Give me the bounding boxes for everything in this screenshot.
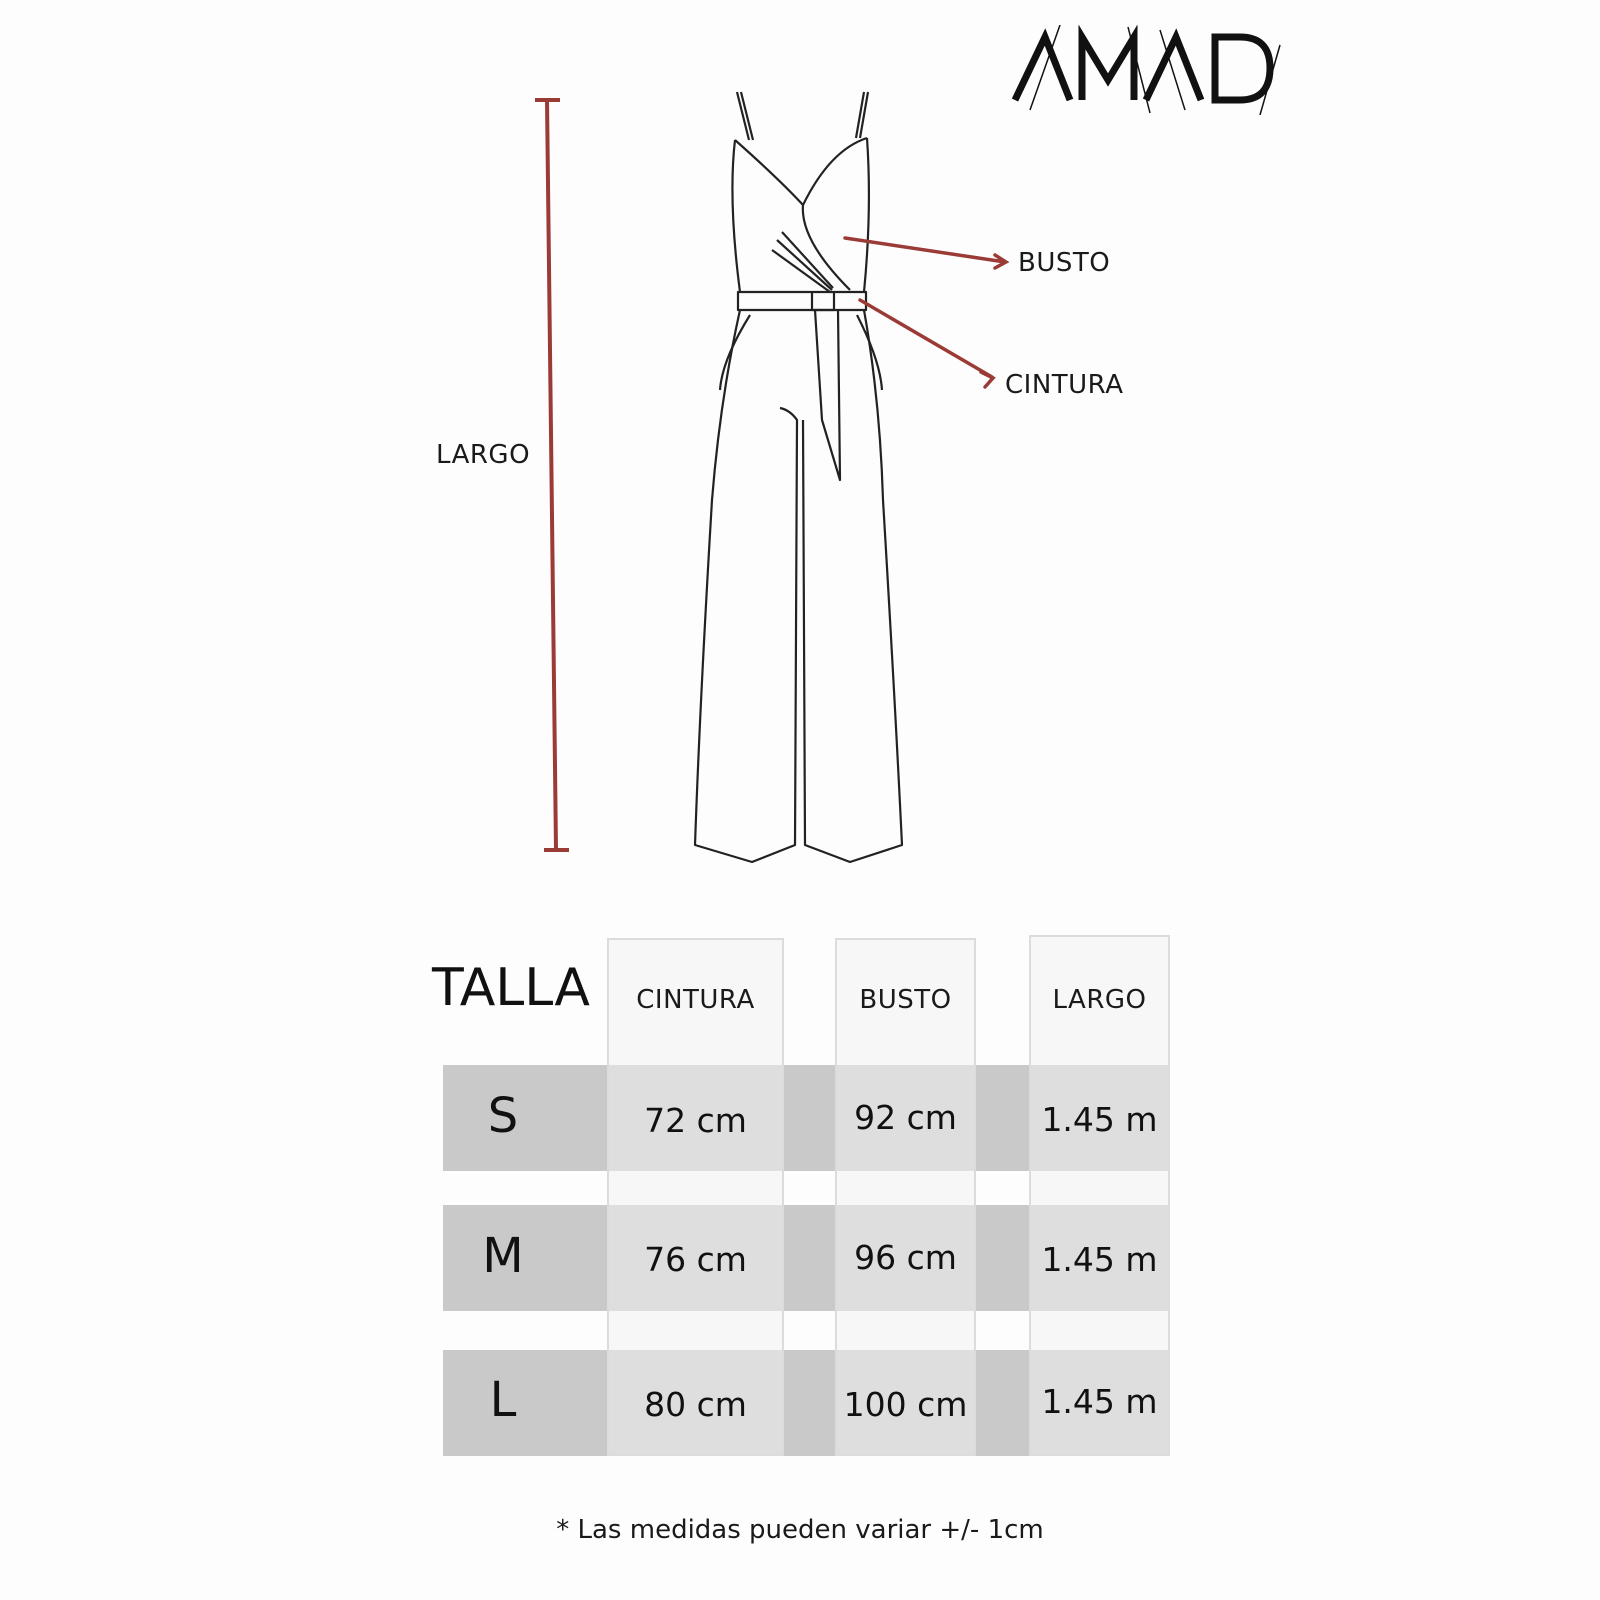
busto-m: 96 cm — [854, 1238, 957, 1277]
largo-label: LARGO — [436, 440, 531, 470]
largo-l: 1.45 m — [1041, 1382, 1158, 1421]
header-largo: LARGO — [1052, 985, 1147, 1015]
cintura-s: 72 cm — [644, 1101, 747, 1140]
header-busto: BUSTO — [859, 985, 952, 1015]
cintura-l: 80 cm — [644, 1385, 747, 1424]
busto-label: BUSTO — [1018, 248, 1111, 278]
size-s: S — [487, 1088, 519, 1144]
largo-m: 1.45 m — [1041, 1240, 1158, 1279]
busto-l: 100 cm — [843, 1385, 968, 1424]
largo-measure-line — [535, 100, 569, 850]
size-m: M — [482, 1228, 524, 1284]
cintura-m: 76 cm — [644, 1240, 747, 1279]
size-l: L — [489, 1372, 517, 1428]
measurement-note: * Las medidas pueden variar +/- 1cm — [556, 1515, 1044, 1545]
busto-arrow — [845, 238, 1005, 262]
busto-s: 92 cm — [854, 1098, 957, 1137]
cintura-label: CINTURA — [1005, 370, 1124, 400]
jumpsuit-outline — [695, 92, 902, 862]
header-cintura: CINTURA — [636, 985, 755, 1015]
cintura-arrow — [860, 300, 992, 377]
table-title: TALLA — [432, 958, 591, 1018]
largo-s: 1.45 m — [1041, 1100, 1158, 1139]
